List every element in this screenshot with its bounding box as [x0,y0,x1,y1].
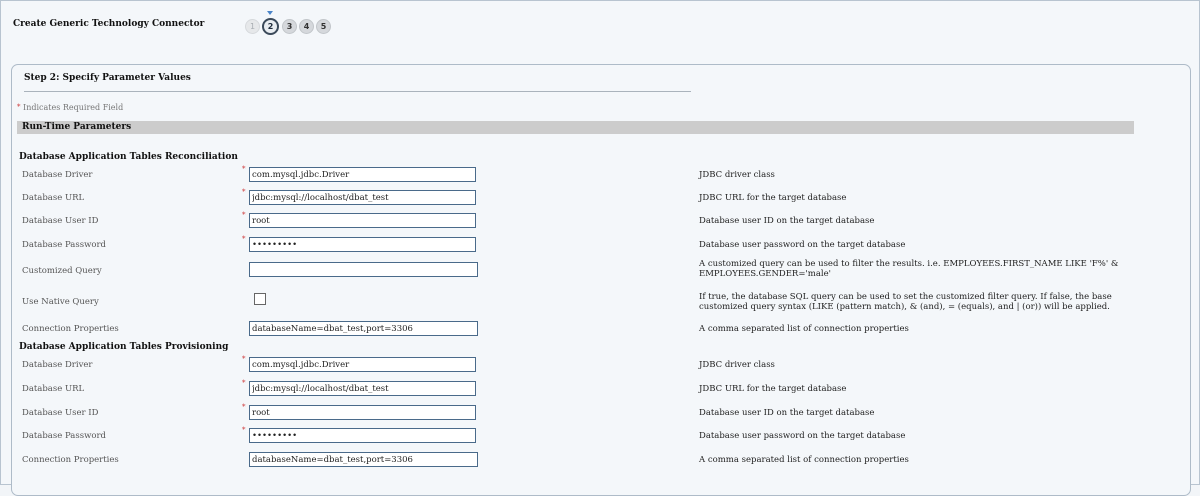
recon-connection-properties-input[interactable] [249,321,478,336]
step-1-button: 1 [245,19,260,34]
field-label: Database Driver [22,360,93,370]
field-description: Database user password on the target database [699,431,906,441]
use-native-query-checkbox[interactable] [254,293,266,305]
form-row-recon-password [0,234,1200,254]
required-note-text: Indicates Required Field [23,103,124,112]
form-row-prov-user-id [0,402,1200,422]
field-description: JDBC URL for the target database [699,193,847,203]
recon-database-url-input[interactable] [249,190,476,205]
required-star-icon: * [242,379,246,387]
group-title-provisioning: Database Application Tables Provisioning [19,342,229,352]
form-row-recon-driver [0,164,1200,184]
step-5-button[interactable]: 5 [316,19,331,34]
required-star-icon: * [242,426,246,434]
field-label: Connection Properties [22,455,119,465]
field-label: Database User ID [22,216,99,226]
required-star-icon: * [242,211,246,219]
field-description: A comma separated list of connection properties [699,455,909,465]
required-star-icon: * [242,355,246,363]
required-star-icon: * [242,188,246,196]
field-label: Database Password [22,240,106,250]
prov-database-url-input[interactable] [249,381,476,396]
recon-database-user-id-input[interactable] [249,213,476,228]
field-description: A comma separated list of connection properties [699,324,909,334]
section-header-run-time-parameters: Run-Time Parameters [17,121,1134,134]
step-3-button[interactable]: 3 [282,19,297,34]
field-label: Database User ID [22,408,99,418]
form-row-recon-url [0,187,1200,207]
step-4-button[interactable]: 4 [299,19,314,34]
form-row-recon-customized-query [0,259,1200,279]
field-label: Database URL [22,384,85,394]
step-title: Step 2: Specify Parameter Values [24,73,191,83]
page-title: Create Generic Technology Connector [13,19,205,29]
form-row-recon-user-id [0,210,1200,230]
field-description: If true, the database SQL query can be used to set the customized filter query. If false, the base customized query syntax (LIKE (pattern match), & (and), = (equals), and | (or)) will be applied. [699,292,1112,312]
field-label: Database Password [22,431,106,441]
customized-query-input[interactable] [249,262,478,277]
step-2-button: 2 [262,18,279,35]
form-row-prov-password [0,425,1200,445]
field-description: Database user ID on the target database [699,216,875,226]
current-step-marker-icon [267,11,273,15]
field-description: A customized query can be used to filter the results. i.e. EMPLOYEES.FIRST_NAME LIKE 'F%' & EMPLOYEES.GENDER='male' [699,259,1119,279]
prov-database-password-input[interactable] [249,428,476,443]
required-star-icon: * [242,165,246,173]
required-note [17,103,123,112]
divider [24,91,691,92]
form-row-recon-native-query [0,290,1200,310]
required-star-icon: * [242,403,246,411]
form-row-recon-connection-properties [0,318,1200,338]
prov-database-user-id-input[interactable] [249,405,476,420]
group-title-reconciliation: Database Application Tables Reconciliation [19,152,238,162]
recon-database-password-input[interactable] [249,237,476,252]
form-row-prov-connection-properties [0,449,1200,469]
field-description: JDBC driver class [699,170,775,180]
required-star-icon: * [17,103,21,111]
field-description: JDBC driver class [699,360,775,370]
field-description: Database user ID on the target database [699,408,875,418]
form-row-prov-driver [0,354,1200,374]
field-description: JDBC URL for the target database [699,384,847,394]
field-label: Customized Query [22,266,102,276]
prov-connection-properties-input[interactable] [249,452,478,467]
field-label: Database URL [22,193,85,203]
prov-database-driver-input[interactable] [249,357,476,372]
required-star-icon: * [242,235,246,243]
field-label: Database Driver [22,170,93,180]
field-label: Connection Properties [22,324,119,334]
field-description: Database user password on the target database [699,240,906,250]
recon-database-driver-input[interactable] [249,167,476,182]
form-row-prov-url [0,378,1200,398]
field-label: Use Native Query [22,297,99,307]
